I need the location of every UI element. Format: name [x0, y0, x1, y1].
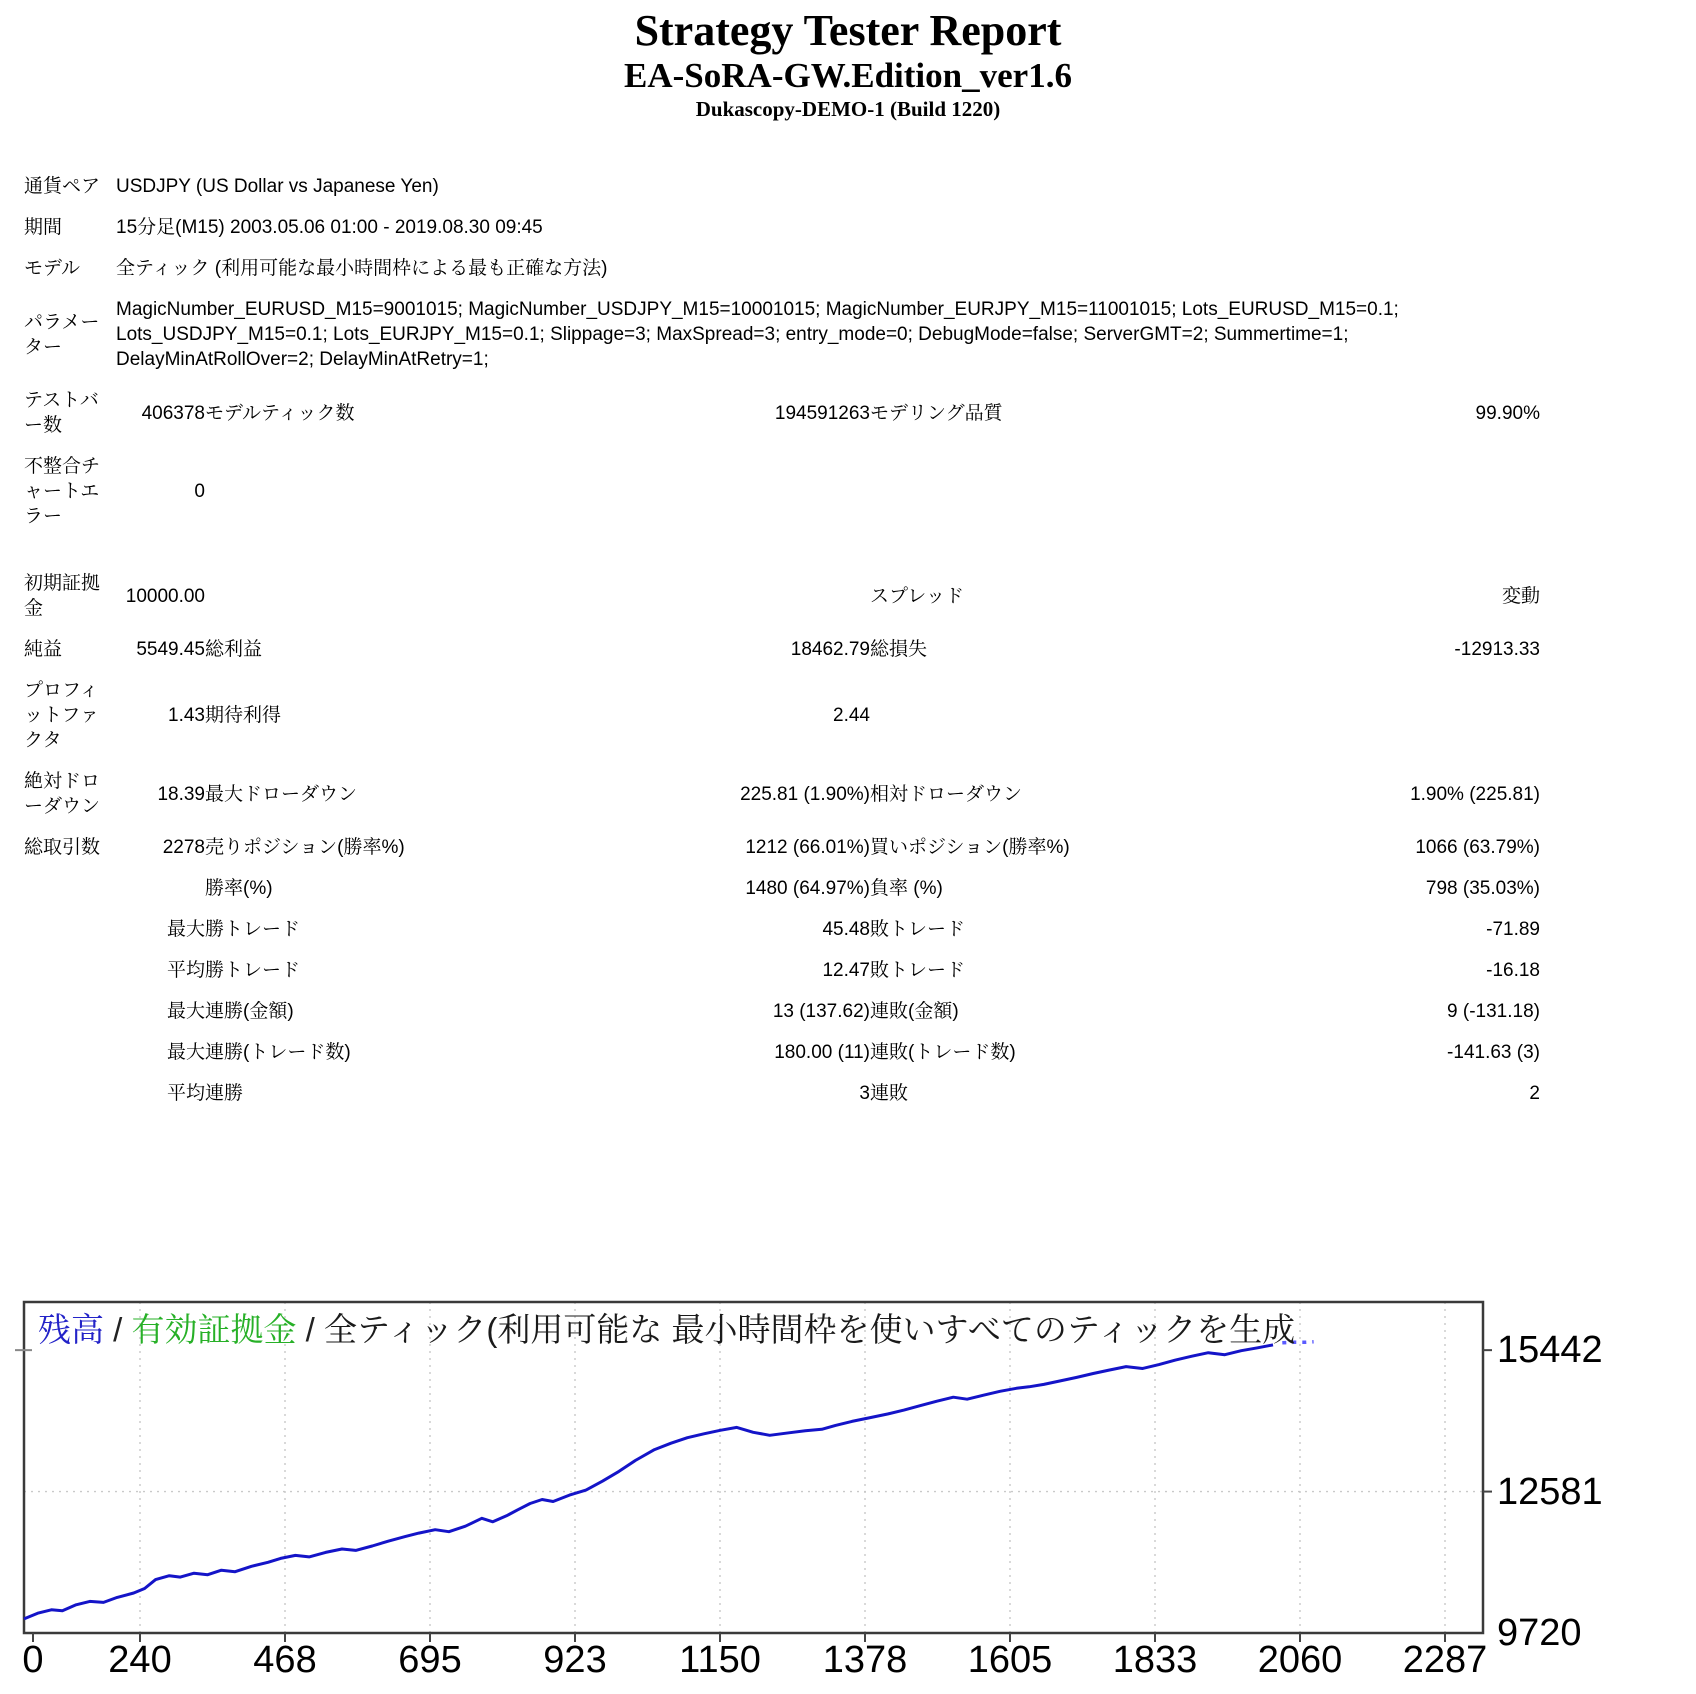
loss-rate-value: 798 (35.03%) — [1425, 878, 1540, 899]
x-axis-label: 1150 — [679, 1639, 761, 1681]
short-positions-label: 売りポジション(勝率%) — [205, 837, 405, 858]
table-row — [24, 207, 1540, 248]
abs-drawdown-label: 絶対ドローダウン — [24, 771, 101, 817]
deposit-value: 10000.00 — [125, 585, 205, 607]
consec-wins-count-value: 180.00 (11) — [774, 1042, 870, 1063]
win-rate-value: 1480 (64.97%) — [745, 878, 870, 899]
x-axis-label: 0 — [22, 1639, 44, 1681]
balance-line — [24, 1345, 1273, 1619]
long-positions-label: 買いポジション(勝率%) — [870, 837, 1070, 858]
x-axis-label: 1833 — [1112, 1639, 1198, 1681]
legend-balance: 残高 — [38, 1311, 104, 1348]
average-label: 平均 — [166, 960, 205, 981]
rel-drawdown-value: 1.90% (225.81) — [1410, 783, 1540, 805]
short-positions-value: 1212 (66.01%) — [745, 837, 870, 858]
table-row — [24, 1032, 1540, 1073]
largest-label: 最大 — [166, 919, 205, 940]
gross-profit-value: 18462.79 — [790, 639, 870, 660]
parameters-value: MagicNumber_EURUSD_M15=9001015; MagicNumber_USDJPY_M15=10001015; MagicNumber_EURJPY_M15=11001015; Lots_EURUSD_M15=0.1; Lots_USDJPY_M15=0.1; Lots_EURJPY_M15=0.1; Slippage=3; MaxSpread=3; entry_mode=0; DebugMode=false; ServerGMT=2; Summertime=1; DelayMinAtRollOver=2; DelayMinAtRetry=1; — [116, 299, 1399, 370]
avg-loss-trade-label: 敗トレード — [870, 960, 966, 981]
consec-losses-count-value: -141.63 (3) — [1447, 1042, 1540, 1063]
table-row — [24, 248, 1540, 289]
max-consec-money-label: 最大 — [166, 1001, 205, 1022]
consec-losses-count-label: 連敗(トレード数) — [870, 1042, 1016, 1063]
consec-losses-money-label: 連敗(金額) — [870, 1001, 959, 1022]
x-axis-label: 1605 — [967, 1639, 1053, 1681]
avg-consec-wins-label: 連勝 — [205, 1083, 244, 1104]
table-row — [24, 289, 1540, 380]
quality-label: モデリング品質 — [870, 402, 1003, 424]
table-row — [24, 670, 1540, 761]
avg-consec-losses-value: 2 — [1529, 1083, 1540, 1104]
gross-profit-label: 総利益 — [205, 639, 263, 660]
profit-factor-value: 1.43 — [168, 705, 205, 726]
y-axis-label: 12581 — [1497, 1470, 1603, 1513]
net-profit-label: 純益 — [24, 639, 63, 660]
expected-payoff-value: 2.44 — [833, 705, 870, 726]
symbol-value: USDJPY (US Dollar vs Japanese Yen) — [116, 176, 439, 197]
balance-chart-canvas — [0, 1300, 1696, 1694]
x-axis-label: 468 — [253, 1639, 317, 1681]
y-axis-label: 9720 — [1497, 1612, 1582, 1654]
server-build: Dukascopy-DEMO-1 (Build 1220) — [695, 97, 1001, 121]
legend-model: 全ティック(利用可能な 最小時間枠を使いすべてのティックを生成 — [324, 1311, 1296, 1348]
table-row — [24, 166, 1540, 207]
x-axis-label: 2060 — [1257, 1639, 1343, 1681]
ea-name: EA-SoRA-GW.Edition_ver1.6 — [624, 56, 1072, 95]
model-label: モデル — [24, 258, 81, 279]
deposit-label: 初期証拠金 — [24, 573, 101, 619]
long-positions-value: 1066 (63.79%) — [1415, 837, 1540, 858]
loss-rate-label: 負率 (%) — [870, 878, 943, 899]
ticks-value: 194591263 — [774, 402, 870, 424]
total-trades-value: 2278 — [162, 837, 205, 858]
avg-consec-losses-label: 連敗 — [870, 1083, 909, 1104]
bars-label: テストバー数 — [24, 390, 99, 436]
win-rate-label: 勝率(%) — [205, 878, 273, 899]
bars-value: 406378 — [141, 402, 205, 424]
period-value: 15分足(M15) 2003.05.06 01:00 - 2019.08.30 09:45 — [116, 217, 543, 238]
symbol-label: 通貨ペア — [24, 176, 101, 197]
avg-profit-trade-label: 勝トレード — [205, 960, 301, 981]
avg-loss-trade-value: -16.18 — [1486, 960, 1540, 981]
report-table — [24, 166, 1540, 1114]
table-row — [24, 1073, 1540, 1114]
expected-payoff-label: 期待利得 — [205, 705, 282, 726]
avg-profit-trade-value: 12.47 — [822, 960, 870, 981]
max-drawdown-label: 最大ドローダウン — [205, 783, 358, 805]
x-axis-label: 1378 — [822, 1639, 908, 1681]
abs-drawdown-value: 18.39 — [157, 783, 205, 805]
x-axis-label: 2287 — [1402, 1639, 1488, 1681]
table-row — [24, 563, 1540, 629]
period-label: 期間 — [24, 217, 63, 238]
mismatch-value: 0 — [194, 481, 205, 502]
report-header — [0, 0, 1696, 122]
table-row — [24, 868, 1540, 909]
report-title: Strategy Tester Report — [634, 6, 1062, 55]
profit-factor-label: プロフィットファクタ — [24, 680, 100, 751]
table-row — [24, 991, 1540, 1032]
table-row — [24, 950, 1540, 991]
largest-profit-trade-value: 45.48 — [822, 919, 870, 940]
table-row — [24, 629, 1540, 670]
spread-label: スプレッド — [870, 585, 965, 607]
table-row — [24, 446, 1540, 537]
total-trades-label: 総取引数 — [24, 837, 101, 858]
mismatch-label: 不整合チャートエラー — [24, 456, 101, 527]
quality-value: 99.90% — [1475, 402, 1540, 424]
largest-loss-trade-value: -71.89 — [1486, 919, 1540, 940]
gross-loss-value: -12913.33 — [1454, 639, 1540, 660]
chart-legend — [38, 1310, 1480, 1354]
largest-profit-trade-label: 勝トレード — [205, 919, 301, 940]
spread-value: 変動 — [1501, 585, 1540, 607]
legend-separator: / — [104, 1311, 132, 1348]
x-axis-label: 240 — [108, 1639, 172, 1681]
x-axis-label: 923 — [543, 1639, 607, 1681]
net-profit-value: 5549.45 — [136, 639, 205, 660]
consec-wins-count-label: 連勝(トレード数) — [205, 1042, 351, 1063]
consec-wins-money-label: 連勝(金額) — [205, 1001, 294, 1022]
y-axis-label: 15442 — [1497, 1329, 1603, 1372]
consec-wins-money-value: 13 (137.62) — [772, 1001, 870, 1022]
table-row — [24, 761, 1540, 827]
model-value: 全ティック (利用可能な最小時間枠による最も正確な方法) — [116, 258, 608, 279]
x-axis-label: 695 — [398, 1639, 462, 1681]
table-row — [24, 909, 1540, 950]
avg-consec-label: 平均 — [166, 1083, 205, 1104]
balance-chart — [0, 1300, 1696, 1694]
rel-drawdown-label: 相対ドローダウン — [870, 783, 1023, 805]
legend-separator: / — [296, 1311, 325, 1348]
table-row — [24, 827, 1540, 868]
gross-loss-label: 総損失 — [870, 639, 928, 660]
max-drawdown-value: 225.81 (1.90%) — [740, 783, 870, 805]
legend-equity: 有効証拠金 — [131, 1311, 297, 1348]
consec-losses-money-value: 9 (-131.18) — [1447, 1001, 1540, 1022]
parameters-label: パラメーター — [24, 311, 100, 358]
max-consec-count-label: 最大 — [166, 1042, 205, 1063]
table-row — [24, 380, 1540, 446]
avg-consec-wins-value: 3 — [859, 1083, 870, 1104]
largest-loss-trade-label: 敗トレード — [870, 919, 966, 940]
ticks-label: モデルティック数 — [205, 402, 355, 424]
